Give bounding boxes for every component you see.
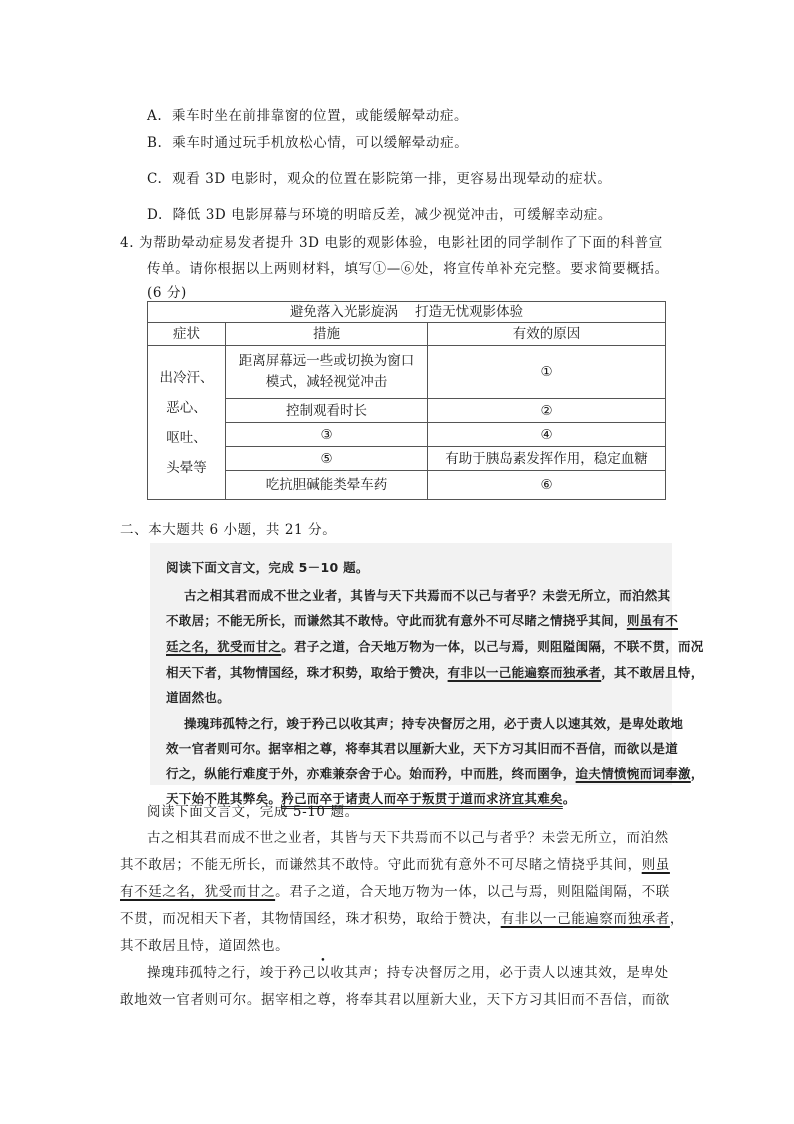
poster-table bbox=[147, 301, 666, 500]
header-reason: 有效的原因 bbox=[428, 323, 666, 346]
scan-line: 不敢居；不能无所长，而谦然其不敢恃。守此而犹有意外不可尽睹之情挠乎其间，则虽有不 bbox=[166, 613, 679, 628]
header-measure: 措施 bbox=[226, 323, 428, 346]
scan-line: 天下始不胜其弊矣。矜己而卒于诸责人而卒于叛贯于道而求济宜其难矣。 bbox=[166, 791, 576, 806]
scan-line: 行之，纵能行难度于外，亦难兼奈舍于心。始而矜，中而胜，终而圉争，迨夫情愤惋而词奉激， bbox=[166, 766, 704, 781]
scan-heading: 阅读下面文言文，完成 5－10 题。 bbox=[166, 560, 369, 575]
passage-line: 其不敢居；不能无所长，而谦然其不敢恃。守此而犹有意外不可尽睹之情挠乎其间，则虽 bbox=[120, 857, 670, 873]
option-d: D. 降低 3D 电影屏幕与环境的明暗反差，减少视觉冲击，可缓解幸动症。 bbox=[147, 207, 612, 223]
scanned-passage-image bbox=[150, 543, 704, 806]
poster-title: 避免落入光影旋涡 打造无忧观影体验 bbox=[148, 302, 666, 323]
measure-cell: 吃抗胆碱能类晕车药 bbox=[226, 471, 428, 500]
reason-cell: ⑥ bbox=[428, 471, 666, 500]
option-c: C. 观看 3D 电影时，观众的位置在影院第一排，更容易出现晕动的症状。 bbox=[147, 171, 612, 187]
passage-line: 操瑰玮孤特之行，竣于矜己以收其声；持专决督厉之用，必于责人以速其效，是卑处 bbox=[147, 965, 669, 981]
scan-line: 古之相其君而成不世之业者，其皆与天下共焉而不以己与者乎？未尝无所立，而泊然其 bbox=[184, 588, 671, 603]
question-4-line2: 传单。请你根据以上两则材料，填写①—⑥处，将宣传单补充完整。要求简要概括。 bbox=[147, 261, 669, 277]
reason-cell: ① bbox=[428, 346, 666, 399]
scan-line: 相天下者，其物情国经，珠才积势，取给于赞决，有非以一己能遍察而独承者，其不敢居且恃， bbox=[166, 665, 704, 680]
passage-line: 古之相其君而成不世之业者，其皆与天下共焉而不以己与者乎？未尝无所立，而泊然 bbox=[147, 830, 669, 846]
measure-cell: 距离屏幕远一些或切换为窗口模式，减轻视觉冲击 bbox=[226, 346, 428, 399]
header-symptom: 症状 bbox=[148, 323, 226, 346]
question-4-score: (6 分) bbox=[147, 285, 187, 301]
measure-cell: ⑤ bbox=[226, 447, 428, 471]
option-a: A. 乘车时坐在前排靠窗的位置，或能缓解晕动症。 bbox=[147, 108, 469, 124]
reason-cell: 有助于胰岛素发挥作用，稳定血糖 bbox=[428, 447, 666, 471]
passage-line: 敢地效一官者则可尔。据宰相之尊，将奉其君以厘新大业，天下方习其旧而不吾信，而欲 bbox=[120, 992, 670, 1008]
passage-line: 其不敢居且恃，道固然也。 bbox=[120, 938, 290, 954]
measure-cell: ③ bbox=[226, 423, 428, 447]
scan-line: 道固然也。 bbox=[166, 690, 231, 705]
scan-line: 操瑰玮孤特之行，竣于矜己以收其声；持专决督厉之用，必于责人以速其效，是卑处敢地 bbox=[184, 716, 684, 731]
passage-line: 不贯，而况相天下者，其物情国经，珠才积势，取给于赞决，有非以一己能遍察而独承者， bbox=[120, 911, 685, 927]
passage-line: 有不廷之名，犹受而甘之。君子之道，合天地万物为一体，以己与焉，则阻隘闺隔，不联 bbox=[120, 884, 670, 900]
measure-cell: 控制观看时长 bbox=[226, 399, 428, 423]
scan-line: 廷之名，犹受而甘之。君子之道，合天地万物为一体，以己与焉，则阻隘闺隔，不联不贯，而况 bbox=[166, 639, 704, 654]
scan-line: 效一官者则可尔。据宰相之尊，将奉其君以厘新大业，天下方习其旧而不吾信，而欲以是道 bbox=[166, 741, 679, 756]
question-4-line1: 4. 为帮助晕动症易发者提升 3D 电影的观影体验，电影社团的同学制作了下面的科普宣 bbox=[120, 235, 663, 251]
option-b: B. 乘车时通过玩手机放松心情，可以缓解晕动症。 bbox=[147, 135, 469, 151]
reason-cell: ② bbox=[428, 399, 666, 423]
section-2-heading: 二、本大题共 6 小题，共 21 分。 bbox=[120, 522, 337, 538]
reason-cell: ④ bbox=[428, 423, 666, 447]
reading-heading: 阅读下面文言文，完成 5-10 题。 bbox=[147, 804, 359, 820]
symptom-cell: 出冷汗、 恶心、 呕吐、 头晕等 bbox=[148, 346, 226, 500]
